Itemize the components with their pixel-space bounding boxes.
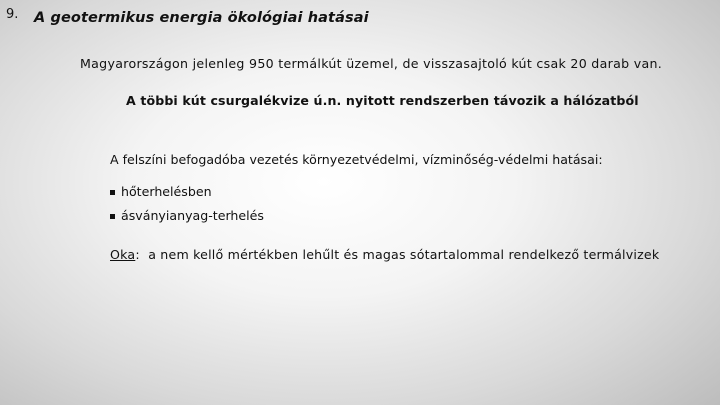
slide-title: A geotermikus energia ökológiai hatásai <box>34 10 369 26</box>
list-item-label: hőterhelésben <box>121 184 212 199</box>
impact-subheading: A felszíni befogadóba vezetés környezetvédelmi, vízminőség-védelmi hatásai: <box>110 152 603 167</box>
highlight-text: A többi kút csurgalékvize ú.n. nyitott rendszerben távozik a hálózatból <box>126 93 639 108</box>
list-item-label: ásványianyag-terhelés <box>121 208 264 223</box>
square-bullet-icon <box>110 190 115 195</box>
cause-text: a nem kellő mértékben lehűlt és magas sótartalommal rendelkező termálvizek <box>148 247 660 262</box>
cause-label: Oka <box>110 247 136 262</box>
intro-text: Magyarországon jelenleg 950 termálkút üzemel, de visszasajtoló kút csak 20 darab van. <box>80 56 663 71</box>
impact-list <box>110 184 264 232</box>
list-item <box>110 208 264 224</box>
list-item <box>110 184 264 200</box>
slide-number: 9. <box>6 7 19 22</box>
square-bullet-icon <box>110 214 115 219</box>
cause-separator: : <box>135 247 140 262</box>
cause-line <box>110 247 659 263</box>
